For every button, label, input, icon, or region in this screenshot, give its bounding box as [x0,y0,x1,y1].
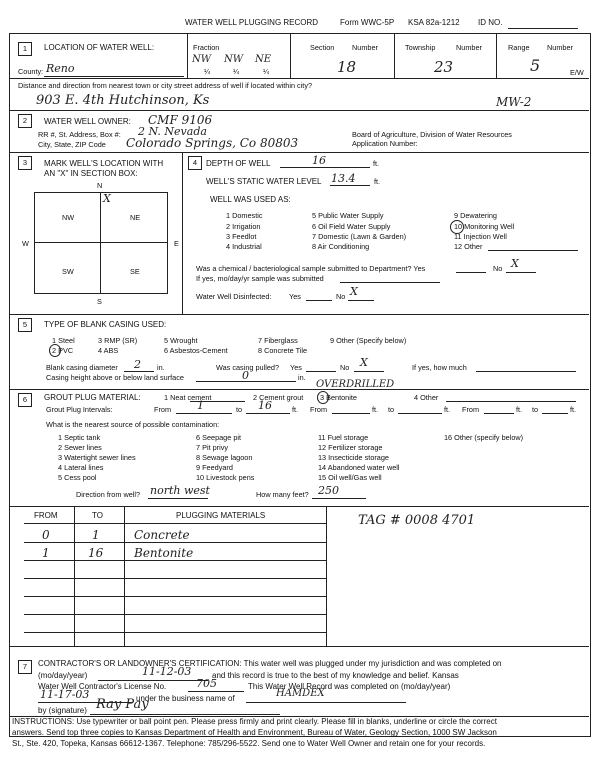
src-fertilizer-storage: 12 Fertilizer storage [318,443,383,452]
quarter-2: ¼ [233,67,240,76]
fraction-3: NE [255,54,272,65]
direction-value: north west [150,484,210,497]
address-street-value: 2 N. Nevada [138,125,207,138]
use-injection-well: 11 Injection Well [454,232,507,241]
certification-line-1: CONTRACTOR'S OR LANDOWNER'S CERTIFICATION: This water well was plugged under my jurisdiction and was completed on [38,659,502,668]
interval-to-label: to [236,405,243,414]
form-number: Form WWC-5P [340,18,395,27]
use-irrigation: 2 Irrigation [226,222,261,231]
use-air-conditioning: 8 Air Conditioning [312,242,370,251]
table-column-line [74,506,75,646]
county-label: County: [18,67,44,76]
chem-no-mark: X [511,257,519,270]
instructions-line-3: St., Ste. 420, Topeka, Kansas 66612-1367. Telephone: 785/296-5522. Send one to Water Well Owner and retain one for your records. [12,739,486,748]
src-seepage-pit: 6 Seepage pit [196,433,242,442]
src-livestock-pens: 10 Livestock pens [196,473,255,482]
address-value: 903 E. 4th Hutchinson, Ks [36,93,210,108]
direction-line [148,498,208,499]
disinfected-no: No [336,292,346,301]
selected-circle [317,391,329,404]
casing-fiberglass: 7 Fiberglass [258,336,298,345]
license-line [188,691,244,692]
id-label: ID NO. [478,18,503,27]
chem-yes-line [456,272,486,273]
section-number: 2 [18,114,32,128]
selected-circle [49,344,61,357]
table-row: 16 [88,546,104,560]
divider [9,389,589,390]
form-title: WATER WELL PLUGGING RECORD [185,18,319,27]
completion-date: 11-12-03 [142,665,192,678]
township-label: Township [405,43,436,52]
chem-no-label: No [493,264,503,273]
application-label: Application Number: [352,139,418,148]
interval-line [484,413,514,414]
casing-label: TYPE OF BLANK CASING USED: [44,320,167,329]
src-pit-privy: 7 Pit privy [196,443,229,452]
location-x-mark: X [103,192,111,205]
board-label: Board of Agriculture, Division of Water Resources [352,130,512,139]
feet-label: How many feet? [256,490,309,499]
use-oil-field: 6 Oil Field Water Supply [312,222,391,231]
interval-to-label-2: to [388,405,395,414]
casing-height-unit: in. [298,373,306,382]
se-quadrant: SE [130,267,140,276]
nw-quadrant: NW [62,213,75,222]
interval-ft-2: ft. [372,405,379,414]
range-label: Range [508,43,530,52]
to-header: TO [92,511,103,520]
divider [9,646,589,647]
interval-to-value: 16 [258,399,272,412]
interval-ft: ft. [292,405,299,414]
use-domestic: 1 Domestic [226,211,263,220]
depth-label: DEPTH OF WELL [206,159,271,168]
casing-abs: 4 ABS [98,346,119,355]
interval-from-label-3: From [462,405,480,414]
ne-quadrant: NE [130,213,141,222]
section-number: 5 [18,318,32,332]
section-number: 3 [18,156,32,170]
use-public-water: 5 Public Water Supply [312,211,384,220]
certification-date-label: (mo/day/year) [38,671,88,680]
static-level-line [330,185,370,186]
interval-from-label: From [154,405,172,414]
table-row: 1 [42,546,50,560]
interval-line [542,413,568,414]
table-rule [24,578,326,579]
signature: Ray Pay [96,697,149,712]
depth-value: 16 [312,154,326,167]
use-other: 12 Other [454,242,483,251]
license-label: Water Well Contractor's License No. [38,682,167,691]
grout-other: 4 Other [414,393,439,402]
src-feedyard: 9 Feedyard [196,463,233,472]
license-number: 705 [196,677,217,690]
section-number-label: Number [352,43,378,52]
casing-steel: 1 Steel [52,336,75,345]
interval-ft-3: ft. [444,405,451,414]
completion-date-line [98,680,208,681]
city-value: Colorado Springs, Co 80803 [126,136,299,150]
business-name: HAMDEX [276,688,325,699]
well-used-label: WELL WAS USED AS: [210,195,291,204]
section-number: 7 [18,660,32,674]
casing-pulled-no: No [340,363,350,372]
grout-other-line [446,401,576,402]
business-label: under the business name of [136,694,235,703]
section-label: Section [310,43,335,52]
tag-number: TAG # 0008 4701 [358,513,476,528]
src-abandoned-well: 14 Abandoned water well [318,463,400,472]
grout-bentonite: 3 Bentonite [320,393,357,402]
table-column-line [326,506,327,646]
interval-line [332,413,370,414]
section-box-horizontal [34,242,167,243]
divider [9,110,589,111]
use-monitoring-well: 10 Monitoring Well [454,222,515,231]
divider [9,78,589,79]
src-cess-pool: 5 Cess pool [58,473,97,482]
table-rule [24,596,326,597]
west-label: W [22,239,29,248]
src-sewage-lagoon: 8 Sewage lagoon [196,453,253,462]
casing-pulled-label: Was casing pulled? [216,363,280,372]
east-west-label: E/W [570,68,584,77]
divider [9,152,589,153]
chem-date-label: If yes, mo/day/yr sample was submitted [196,274,324,283]
casing-pulled-no-mark: X [360,356,368,369]
fraction-label: Fraction [193,43,220,52]
src-watertight-sewer: 3 Watertight sewer lines [58,453,136,462]
interval-line [246,413,290,414]
county-line [44,76,184,77]
owner-label: WATER WELL OWNER: [44,117,131,126]
range-value: 5 [530,56,541,75]
disinfected-no-line [348,300,374,301]
section-value: 18 [337,58,357,76]
divider [290,33,291,78]
quarter-3: ¼ [263,67,270,76]
south-label: S [97,297,102,306]
depth-unit: ft. [373,159,380,168]
casing-height-value: 0 [242,369,249,382]
range-number-label: Number [547,43,573,52]
table-column-line [124,506,125,646]
township-value: 23 [434,58,454,76]
casing-other: 9 Other (Specify below) [330,336,407,345]
from-header: FROM [34,511,58,520]
grout-neat-cement: 1 Neat cement [164,393,212,402]
diameter-value: 2 [134,358,141,371]
owner-value: CMF 9106 [148,113,213,127]
table-row: Bentonite [134,546,194,560]
how-much-label: If yes, how much [412,363,467,372]
feet-line [312,498,366,499]
disinfected-label: Water Well Disinfected: [196,292,272,301]
table-rule [24,542,326,543]
id-line [508,28,578,29]
use-dewatering: 9 Dewatering [454,211,497,220]
diameter-unit: in. [157,363,165,372]
quarter-1: ¼ [204,67,211,76]
section-box[interactable] [34,192,168,294]
chem-no-line [506,272,536,273]
interval-ft-4: ft. [516,405,523,414]
interval-from-value: 1 [197,399,204,412]
disinfected-no-mark: X [350,285,358,298]
county-value: Reno [46,62,75,75]
contamination-label: What is the nearest source of possible contamination: [46,420,220,429]
chem-date-line [340,282,440,283]
city-label: City, State, ZIP Code [38,140,106,149]
other-line [488,250,578,251]
business-line [246,702,406,703]
static-level-label: WELL'S STATIC WATER LEVEL [206,177,322,186]
diameter-label: Blank casing diameter [46,363,118,372]
chem-sample-label: Was a chemical / bacteriological sample submitted to Department? Yes [196,264,426,273]
diameter-line [124,371,154,372]
casing-height-label: Casing height above or below land surface [46,373,184,382]
use-industrial: 4 Industrial [226,242,262,251]
casing-pulled-yes-line [306,371,336,372]
table-row: Concrete [134,528,190,542]
location-label: LOCATION OF WATER WELL: [44,43,155,52]
ksa-ref: KSA 82a-1212 [408,18,460,27]
intervals-label: Grout Plug Intervals: [46,405,113,414]
certification-line-2: and this record is true to the best of my knowledge and belief. Kansas [212,671,459,680]
disinfected-yes: Yes [289,292,301,301]
grout-label: GROUT PLUG MATERIAL: [44,393,141,402]
casing-pulled-yes: Yes [290,363,302,372]
table-rule [24,632,326,633]
fraction-2: NW [224,54,244,65]
src-other: 16 Other (specify below) [444,433,524,442]
src-oil-gas-well: 15 Oil well/Gas well [318,473,382,482]
src-insecticide-storage: 13 Insecticide storage [318,453,389,462]
instructions-line-1: INSTRUCTIONS: Use typewriter or ball point pen. Please press firmly and print clearly. Please fill in blanks, underline or circle the correct [12,717,497,726]
record-completed-label: This Water Well Record was completed on (mo/day/year) [248,682,451,691]
record-date: 11-17-03 [40,688,90,701]
feet-value: 250 [318,484,339,497]
table-rule [24,560,326,561]
src-fuel-storage: 11 Fuel storage [318,433,369,442]
interval-line [398,413,442,414]
instructions-line-2: answers. Send top three copies to Kansas Department of Health and Environment, Bureau of Water, Geology Section, 1000 SW Jackson [12,728,497,737]
grout-cement-grout: 2 Cement grout [253,393,304,402]
distance-label: Distance and direction from nearest town or city street address of well if located within city? [18,81,313,90]
section-number: 1 [18,42,32,56]
static-level-value: 13.4 [331,172,356,185]
overdrilled-note: OVERDRILLED [316,379,395,390]
use-feedlot: 3 Feedlot [226,232,257,241]
casing-pvc: 2 PVC [52,346,74,355]
address-label: RR #, St. Address, Box #: [38,130,121,139]
signature-label: by (signature) [38,706,87,715]
section-number: 6 [18,393,32,407]
src-septic-tank: 1 Septic tank [58,433,101,442]
direction-label: Direction from well? [76,490,141,499]
section-number: 4 [188,156,202,170]
divider [182,152,183,314]
src-lateral-lines: 4 Lateral lines [58,463,104,472]
src-sewer-lines: 2 Sewer lines [58,443,102,452]
casing-pulled-no-line [354,371,384,372]
use-lawn-garden: 7 Domestic (Lawn & Garden) [312,232,407,241]
casing-asbestos: 6 Asbestos-Cement [164,346,228,355]
table-rule [24,614,326,615]
table-row: 1 [92,528,100,542]
monitoring-well-id: MW-2 [496,95,532,109]
divider [9,506,589,507]
fraction-1: NW [192,54,212,65]
materials-header: PLUGGING MATERIALS [176,511,266,520]
table-rule [24,523,326,524]
mark-location-label-2: AN "X" IN SECTION BOX: [44,169,138,178]
mark-location-label-1: MARK WELL'S LOCATION WITH [44,159,164,168]
casing-concrete-tile: 8 Concrete Tile [258,346,308,355]
sw-quadrant: SW [62,267,74,276]
how-much-line [476,371,576,372]
interval-ft-5: ft. [570,405,577,414]
divider [187,33,188,78]
divider [496,33,497,78]
divider [9,314,589,315]
divider [394,33,395,78]
static-level-unit: ft. [374,177,381,186]
signature-line [90,714,280,715]
depth-line [280,167,370,168]
table-row: 0 [42,528,50,542]
disinfected-yes-line [306,300,332,301]
east-label: E [174,239,179,248]
interval-to-label-3: to [532,405,539,414]
interval-from-label-2: From [310,405,328,414]
casing-wrought: 5 Wrought [164,336,198,345]
township-number-label: Number [456,43,482,52]
interval-line [176,413,232,414]
casing-rmp: 3 RMP (SR) [98,336,138,345]
north-label: N [97,181,103,190]
